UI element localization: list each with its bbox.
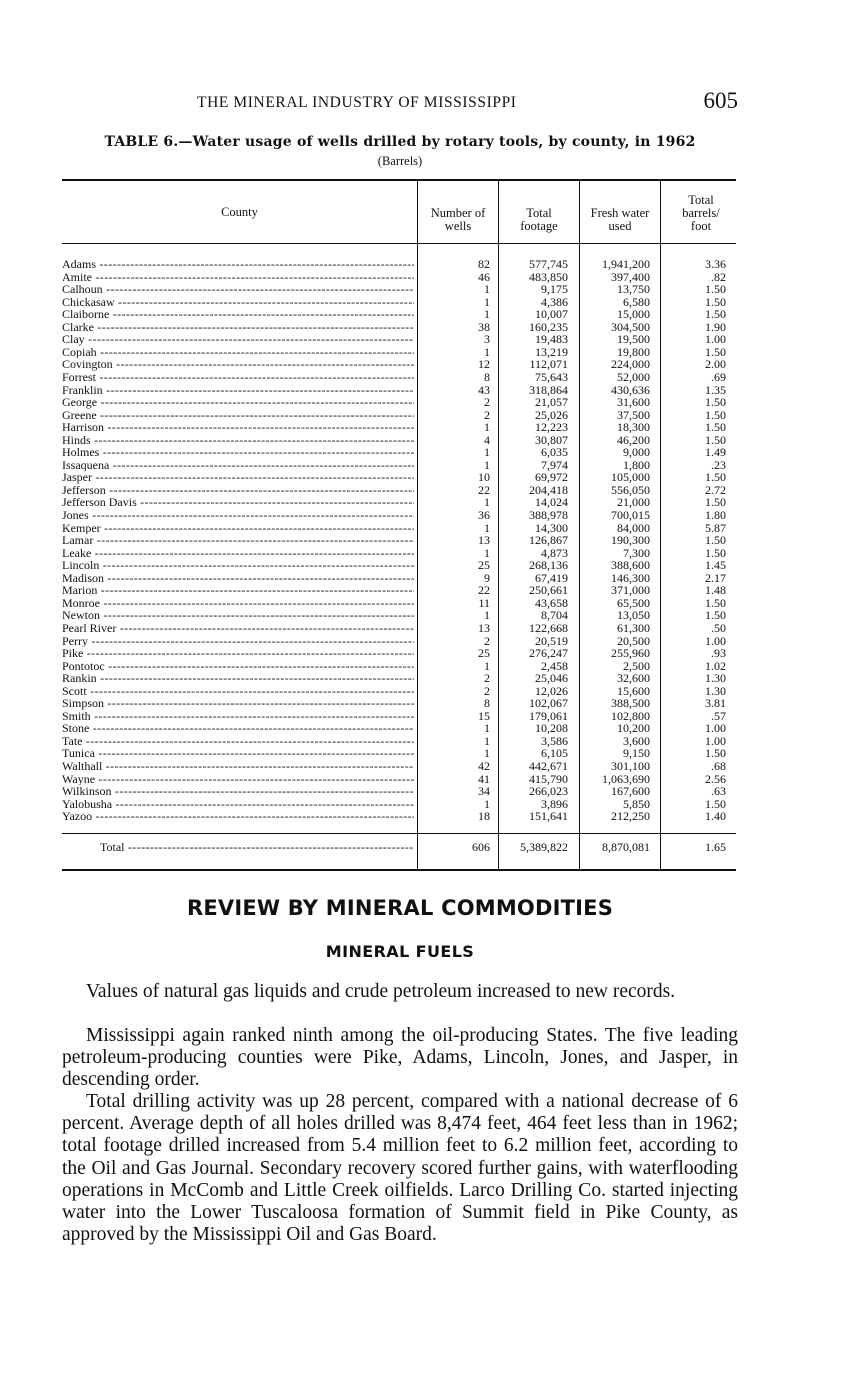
row-county: Perry -----	[62, 635, 414, 648]
table-row	[62, 534, 736, 547]
row-fresh-water: 52,000	[617, 369, 650, 384]
total-fresh-water: 8,870,081	[602, 840, 650, 854]
row-wells: 15	[478, 708, 490, 723]
row-wells: 2	[484, 407, 490, 422]
row-footage: 122,668	[529, 620, 568, 635]
row-footage: 266,023	[529, 784, 568, 799]
row-wells: 25	[478, 646, 490, 661]
row-fresh-water: 61,300	[617, 620, 650, 635]
row-footage: 160,235	[529, 319, 568, 334]
row-fresh-water: 212,250	[611, 809, 650, 824]
row-wells: 1	[484, 294, 490, 309]
row-barrels-per-foot: 1.30	[705, 683, 726, 698]
row-county: Jones -----	[62, 509, 414, 522]
row-barrels-per-foot: 1.48	[705, 583, 726, 598]
row-fresh-water: 15,600	[617, 683, 650, 698]
row-county: Pike -----	[62, 647, 414, 660]
paragraph	[62, 1091, 738, 1246]
table-row	[62, 396, 736, 409]
row-barrels-per-foot: 1.50	[705, 595, 726, 610]
header-bottom-rule	[62, 243, 736, 244]
row-county: Simpson -----	[62, 697, 414, 710]
row-barrels-per-foot: .23	[711, 457, 726, 472]
row-fresh-water: 21,000	[617, 495, 650, 510]
row-fresh-water: 65,500	[617, 595, 650, 610]
row-wells: 9	[484, 570, 490, 585]
row-county: Greene -----	[62, 409, 414, 422]
table-row	[62, 471, 736, 484]
row-wells: 13	[478, 620, 490, 635]
paragraph-text: Values of natural gas liquids and crude petroleum increased to new records.	[86, 981, 676, 1002]
row-barrels-per-foot: 2.56	[705, 771, 726, 786]
row-barrels-per-foot: 1.50	[705, 746, 726, 761]
row-footage: 6,105	[541, 746, 568, 761]
row-wells: 22	[478, 482, 490, 497]
row-fresh-water: 15,000	[617, 307, 650, 322]
row-fresh-water: 102,800	[611, 708, 650, 723]
row-footage: 102,067	[529, 696, 568, 711]
row-fresh-water: 84,000	[617, 520, 650, 535]
paragraph	[62, 1025, 738, 1092]
row-barrels-per-foot: .93	[711, 646, 726, 661]
row-wells: 8	[484, 696, 490, 711]
table-total-row	[62, 841, 736, 854]
row-county: Lamar -----	[62, 534, 414, 547]
row-footage: 151,641	[529, 809, 568, 824]
row-barrels-per-foot: 1.50	[705, 608, 726, 623]
row-footage: 67,419	[535, 570, 568, 585]
row-wells: 2	[484, 671, 490, 686]
row-fresh-water: 304,500	[611, 319, 650, 334]
column-header-barrels-per-foot: Total barrels/ foot	[682, 193, 720, 233]
row-wells: 2	[484, 633, 490, 648]
row-fresh-water: 105,000	[611, 470, 650, 485]
row-wells: 11	[478, 595, 490, 610]
row-footage: 25,026	[535, 407, 568, 422]
row-fresh-water: 13,750	[617, 282, 650, 297]
table-row	[62, 760, 736, 773]
row-county: Clarke -----	[62, 321, 414, 334]
row-footage: 20,519	[535, 633, 568, 648]
row-barrels-per-foot: .63	[711, 784, 726, 799]
row-barrels-per-foot: .57	[711, 708, 726, 723]
section-heading: REVIEW BY MINERAL COMMODITIES	[186, 896, 614, 920]
row-fresh-water: 2,500	[623, 658, 650, 673]
row-footage: 483,850	[529, 269, 568, 284]
row-fresh-water: 1,941,200	[602, 257, 650, 271]
row-fresh-water: 5,850	[623, 796, 650, 811]
row-barrels-per-foot: 1.35	[705, 382, 726, 397]
row-footage: 10,007	[535, 307, 568, 322]
row-barrels-per-foot: 1.00	[705, 721, 726, 736]
total-label: Total -----	[62, 841, 414, 854]
row-fresh-water: 18,300	[617, 420, 650, 435]
row-wells: 8	[484, 369, 490, 384]
row-fresh-water: 19,800	[617, 344, 650, 359]
row-footage: 21,057	[535, 395, 568, 410]
row-fresh-water: 31,600	[617, 395, 650, 410]
row-barrels-per-foot: 2.00	[705, 357, 726, 372]
row-fresh-water: 1,800	[623, 457, 650, 472]
table-row	[62, 333, 736, 346]
row-footage: 4,873	[541, 545, 568, 560]
table-row	[62, 785, 736, 798]
row-wells: 1	[484, 746, 490, 761]
row-wells: 41	[478, 771, 490, 786]
row-fresh-water: 9,150	[623, 746, 650, 761]
row-wells: 1	[484, 608, 490, 623]
row-county: Yalobusha -----	[62, 798, 414, 811]
table-row	[62, 559, 736, 572]
row-barrels-per-foot: 1.50	[705, 533, 726, 548]
row-footage: 577,745	[529, 257, 568, 271]
table-row	[62, 622, 736, 635]
table-row	[62, 371, 736, 384]
row-footage: 19,483	[535, 332, 568, 347]
row-county: Leake -----	[62, 547, 414, 560]
table-row	[62, 283, 736, 296]
row-barrels-per-foot: 2.17	[705, 570, 726, 585]
row-barrels-per-foot: 1.50	[705, 545, 726, 560]
row-footage: 43,658	[535, 595, 568, 610]
row-footage: 112,071	[529, 357, 568, 372]
row-wells: 1	[484, 445, 490, 460]
row-county: Jasper -----	[62, 471, 414, 484]
row-county: Monroe -----	[62, 597, 414, 610]
row-footage: 4,386	[541, 294, 568, 309]
row-footage: 12,223	[535, 420, 568, 435]
running-title: THE MINERAL INDUSTRY OF MISSISSIPPI	[197, 94, 517, 111]
row-fresh-water: 3,600	[623, 733, 650, 748]
row-fresh-water: 397,400	[611, 269, 650, 284]
row-footage: 25,046	[535, 671, 568, 686]
table-bottom-rule	[62, 869, 736, 871]
total-footage: 5,389,822	[520, 840, 568, 854]
row-barrels-per-foot: 1.50	[705, 420, 726, 435]
row-wells: 1	[484, 520, 490, 535]
row-county: Adams -----	[62, 258, 414, 271]
row-county: Yazoo -----	[62, 810, 414, 823]
row-fresh-water: 556,050	[611, 482, 650, 497]
row-barrels-per-foot: 1.50	[705, 407, 726, 422]
row-barrels-per-foot: 1.50	[705, 470, 726, 485]
row-fresh-water: 46,200	[617, 432, 650, 447]
table-row	[62, 584, 736, 597]
row-barrels-per-foot: 1.50	[705, 495, 726, 510]
row-wells: 1	[484, 733, 490, 748]
water-usage-table	[62, 179, 736, 871]
row-fresh-water: 430,636	[611, 382, 650, 397]
row-wells: 3	[484, 332, 490, 347]
table-row	[62, 647, 736, 660]
row-footage: 75,643	[535, 369, 568, 384]
table-units: (Barrels)	[377, 154, 423, 168]
column-header-county: County	[221, 205, 258, 219]
row-fresh-water: 9,000	[623, 445, 650, 460]
row-footage: 9,175	[541, 282, 568, 297]
paragraph	[62, 981, 738, 1003]
row-footage: 7,974	[541, 457, 568, 472]
row-barrels-per-foot: 1.45	[705, 558, 726, 573]
row-wells: 1	[484, 457, 490, 472]
row-footage: 276,247	[529, 646, 568, 661]
row-fresh-water: 7,300	[623, 545, 650, 560]
row-barrels-per-foot: 1.02	[705, 658, 726, 673]
row-barrels-per-foot: 1.49	[705, 445, 726, 460]
row-county: Tate -----	[62, 735, 414, 748]
row-county: Stone -----	[62, 722, 414, 735]
row-wells: 43	[478, 382, 490, 397]
row-county: Marion -----	[62, 584, 414, 597]
paragraph-text: Mississippi again ranked ninth among the oil-producing States. The five leading petroleum-producing counties were Pike, Adams, Lincoln, Jones, and Jasper, in descending order.	[62, 1025, 738, 1091]
row-county: Chickasaw -----	[62, 296, 414, 309]
row-barrels-per-foot: 1.50	[705, 307, 726, 322]
row-footage: 14,024	[535, 495, 568, 510]
row-fresh-water: 388,500	[611, 696, 650, 711]
row-barrels-per-foot: 1.50	[705, 344, 726, 359]
row-wells: 46	[478, 269, 490, 284]
column-header-footage: Total footage	[520, 206, 558, 233]
row-county: Harrison -----	[62, 421, 414, 434]
row-barrels-per-foot: 1.50	[705, 294, 726, 309]
row-footage: 442,671	[529, 759, 568, 773]
row-county: Scott -----	[62, 685, 414, 698]
row-county: Clay -----	[62, 333, 414, 346]
total-barrels-per-foot: 1.65	[705, 840, 726, 854]
table-row	[62, 258, 736, 271]
row-footage: 204,418	[529, 482, 568, 497]
row-county: Claiborne -----	[62, 308, 414, 321]
row-county: Franklin -----	[62, 384, 414, 397]
row-county: Calhoun -----	[62, 283, 414, 296]
row-footage: 8,704	[541, 608, 568, 623]
row-barrels-per-foot: 1.80	[705, 508, 726, 522]
row-fresh-water: 6,580	[623, 294, 650, 309]
row-wells: 22	[478, 583, 490, 598]
row-wells: 1	[484, 420, 490, 435]
row-barrels-per-foot: 1.30	[705, 671, 726, 686]
row-fresh-water: 190,300	[611, 533, 650, 548]
row-wells: 1	[484, 545, 490, 560]
row-wells: 10	[478, 470, 490, 485]
table-top-rule	[62, 179, 736, 181]
row-fresh-water: 255,960	[611, 646, 650, 661]
table-caption: TABLE 6.—Water usage of wells drilled by rotary tools, by county, in 1962	[104, 134, 696, 150]
row-county: Holmes -----	[62, 446, 414, 459]
row-wells: 1	[484, 495, 490, 510]
row-fresh-water: 13,050	[617, 608, 650, 623]
row-wells: 1	[484, 307, 490, 322]
row-county: Tunica -----	[62, 747, 414, 760]
row-county: Wayne -----	[62, 773, 414, 786]
row-footage: 3,586	[541, 733, 568, 748]
row-barrels-per-foot: 1.00	[705, 633, 726, 648]
row-footage: 250,661	[529, 583, 568, 598]
row-footage: 179,061	[529, 708, 568, 723]
row-barrels-per-foot: 1.00	[705, 332, 726, 347]
row-county: Walthall -----	[62, 760, 414, 773]
row-fresh-water: 10,200	[617, 721, 650, 736]
row-county: Forrest -----	[62, 371, 414, 384]
row-footage: 388,978	[529, 508, 568, 522]
row-barrels-per-foot: 3.36	[705, 257, 726, 271]
table-row	[62, 697, 736, 710]
row-county: Jefferson -----	[62, 484, 414, 497]
row-barrels-per-foot: 5.87	[705, 520, 726, 535]
row-fresh-water: 1,063,690	[602, 771, 650, 786]
row-wells: 2	[484, 683, 490, 698]
page-number: 605	[703, 88, 738, 113]
table-row	[62, 509, 736, 522]
subsection-heading: MINERAL FUELS	[325, 942, 475, 961]
row-wells: 1	[484, 796, 490, 811]
row-barrels-per-foot: .68	[711, 759, 726, 773]
row-county: Madison -----	[62, 572, 414, 585]
column-header-wells: Number of wells	[430, 206, 486, 233]
row-footage: 318,864	[529, 382, 568, 397]
row-wells: 1	[484, 282, 490, 297]
row-wells: 1	[484, 721, 490, 736]
table-row	[62, 672, 736, 685]
row-barrels-per-foot: .50	[711, 620, 726, 635]
row-wells: 1	[484, 658, 490, 673]
row-county: Covington -----	[62, 358, 414, 371]
row-county: Wilkinson -----	[62, 785, 414, 798]
row-footage: 2,458	[541, 658, 568, 673]
row-wells: 18	[478, 809, 490, 824]
table-row	[62, 446, 736, 459]
row-wells: 34	[478, 784, 490, 799]
row-footage: 14,300	[535, 520, 568, 535]
paragraph-text: Total drilling activity was up 28 percent, compared with a national decrease of 6 percent. Average depth of all holes drilled was 8,474 feet, 464 feet less than in 1962; total footage drilled increased from 5.4 million feet to 6.2 million feet, according to the Oil and Gas Journal. Secondary recovery scored further gains, with waterflooding operations in McComb and Little Creek oilfields. Larco Drilling Co. started injecting water into the Lower Tuscaloosa formation of Summit field in Pike County, as approved by the Mississippi Oil and Gas Board.	[62, 1091, 738, 1246]
total-top-rule	[62, 833, 736, 834]
row-wells: 82	[478, 257, 490, 271]
row-fresh-water: 167,600	[611, 784, 650, 799]
table-row	[62, 421, 736, 434]
total-wells: 606	[472, 840, 490, 854]
row-fresh-water: 301,100	[611, 759, 650, 773]
row-barrels-per-foot: .69	[711, 369, 726, 384]
row-county: Jefferson Davis -----	[62, 496, 414, 509]
row-county: Issaquena -----	[62, 459, 414, 472]
row-fresh-water: 20,500	[617, 633, 650, 648]
row-county: Pontotoc -----	[62, 660, 414, 673]
row-fresh-water: 700,015	[611, 508, 650, 522]
row-county: Lincoln -----	[62, 559, 414, 572]
row-county: Copiah -----	[62, 346, 414, 359]
row-wells: 25	[478, 558, 490, 573]
row-county: Smith -----	[62, 710, 414, 723]
row-footage: 12,026	[535, 683, 568, 698]
row-barrels-per-foot: 1.50	[705, 395, 726, 410]
row-county: Pearl River -----	[62, 622, 414, 635]
row-footage: 3,896	[541, 796, 568, 811]
row-footage: 30,807	[535, 432, 568, 447]
row-barrels-per-foot: 1.90	[705, 319, 726, 334]
row-barrels-per-foot: 2.72	[705, 482, 726, 497]
row-county: George -----	[62, 396, 414, 409]
table-row	[62, 308, 736, 321]
row-barrels-per-foot: 1.00	[705, 733, 726, 748]
row-barrels-per-foot: 1.50	[705, 432, 726, 447]
row-wells: 12	[478, 357, 490, 372]
row-footage: 13,219	[535, 344, 568, 359]
row-fresh-water: 371,000	[611, 583, 650, 598]
row-barrels-per-foot: 1.50	[705, 282, 726, 297]
row-wells: 4	[484, 432, 490, 447]
row-wells: 13	[478, 533, 490, 548]
row-county: Kemper -----	[62, 522, 414, 535]
running-header	[62, 88, 738, 116]
row-county: Amite -----	[62, 271, 414, 284]
row-barrels-per-foot: 1.40	[705, 809, 726, 824]
row-wells: 38	[478, 319, 490, 334]
row-footage: 10,208	[535, 721, 568, 736]
row-footage: 6,035	[541, 445, 568, 460]
row-fresh-water: 32,600	[617, 671, 650, 686]
row-fresh-water: 224,000	[611, 357, 650, 372]
row-county: Rankin -----	[62, 672, 414, 685]
row-footage: 268,136	[529, 558, 568, 573]
row-footage: 415,790	[529, 771, 568, 786]
row-county: Hinds -----	[62, 434, 414, 447]
row-barrels-per-foot: 3.81	[705, 696, 726, 711]
row-footage: 126,867	[529, 533, 568, 548]
row-wells: 42	[478, 759, 490, 773]
row-fresh-water: 19,500	[617, 332, 650, 347]
row-footage: 69,972	[535, 470, 568, 485]
row-wells: 1	[484, 344, 490, 359]
row-wells: 36	[478, 508, 490, 522]
row-fresh-water: 146,300	[611, 570, 650, 585]
column-header-fresh-water: Fresh water used	[590, 206, 650, 233]
row-county: Newton -----	[62, 609, 414, 622]
row-fresh-water: 37,500	[617, 407, 650, 422]
table-row	[62, 810, 736, 823]
row-wells: 2	[484, 395, 490, 410]
row-barrels-per-foot: .82	[711, 269, 726, 284]
table-row	[62, 722, 736, 735]
row-fresh-water: 388,600	[611, 558, 650, 573]
row-barrels-per-foot: 1.50	[705, 796, 726, 811]
